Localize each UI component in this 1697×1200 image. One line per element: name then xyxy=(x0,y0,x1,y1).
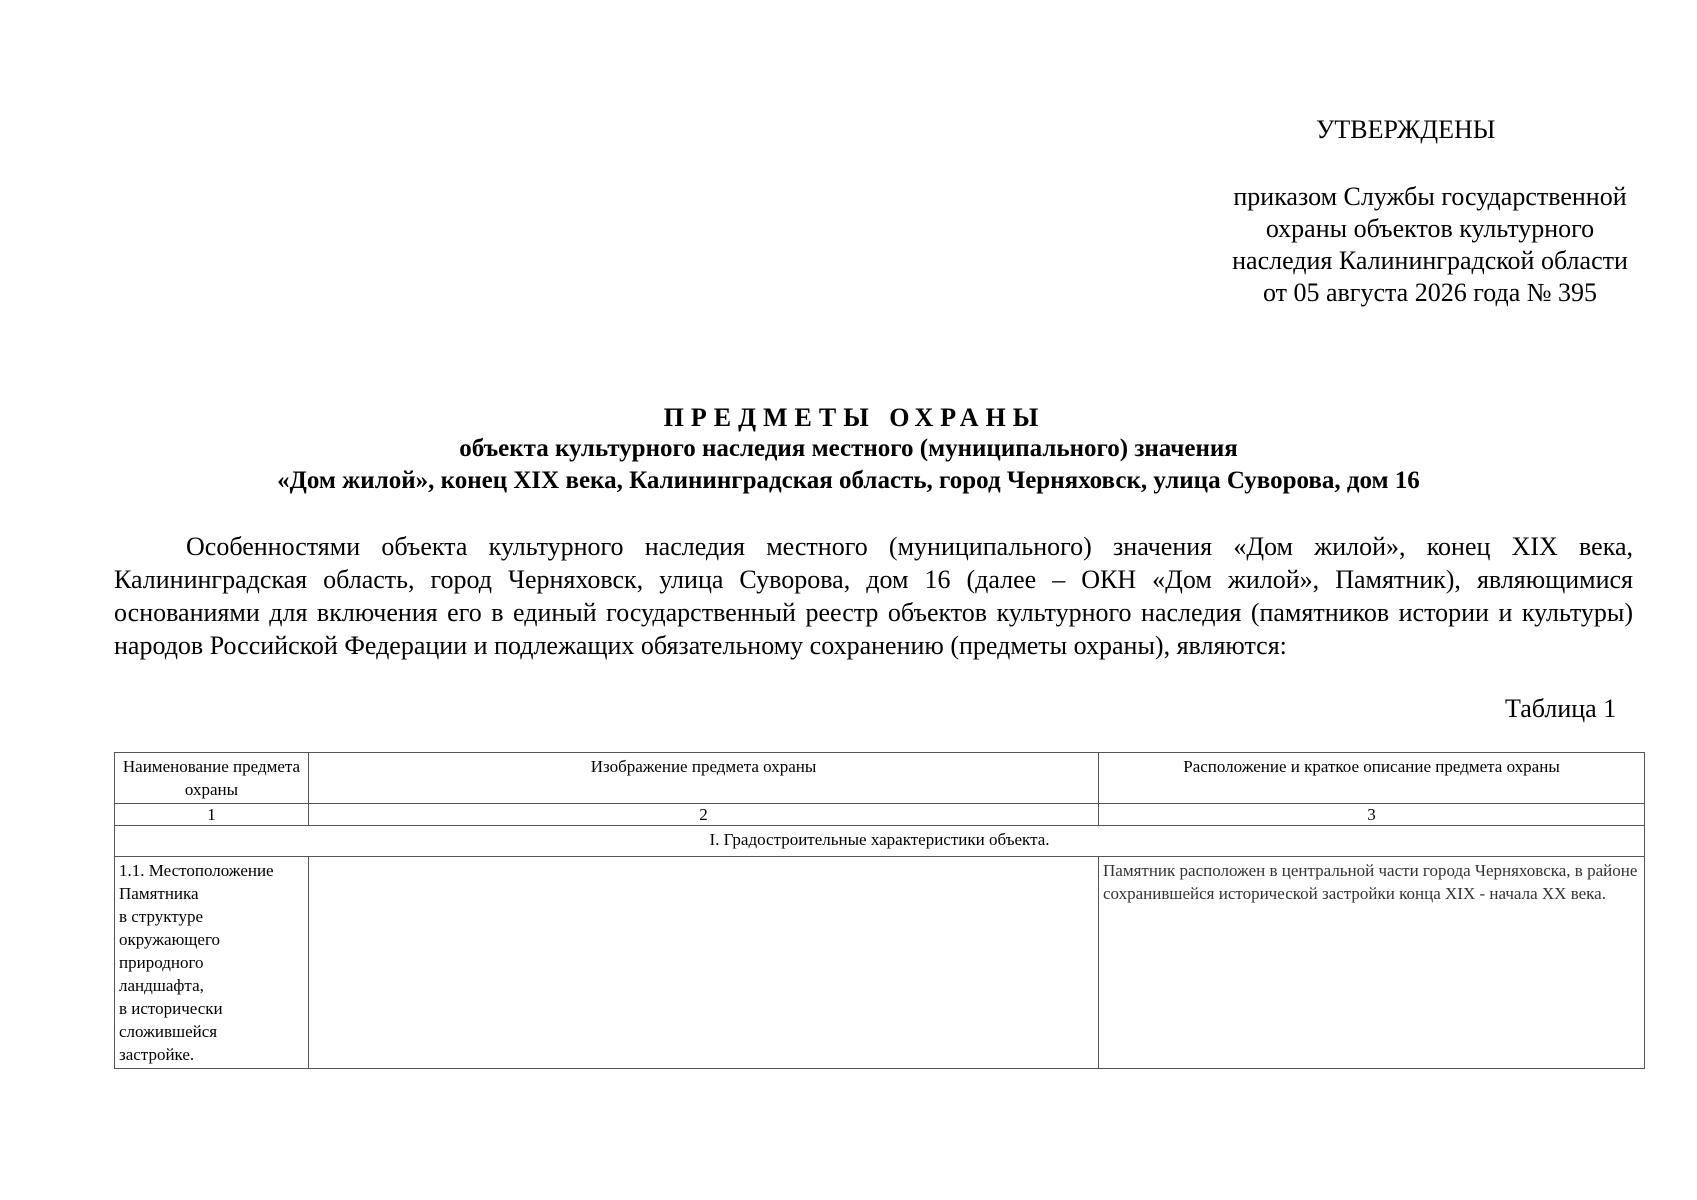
column-number-row xyxy=(115,804,1645,826)
column-number: 1 xyxy=(115,804,309,826)
subject-description-cell: Памятник расположен в центральной части города Черняховска, в районе сохранившейся исторической застройки конца XIX - начала XX века. xyxy=(1099,857,1645,1069)
approval-order-line: охраны объектов культурного xyxy=(1265,214,1595,243)
table-caption: Таблица 1 xyxy=(1505,694,1617,723)
protection-subjects-table xyxy=(114,752,1645,1069)
approval-order-date-line: от 05 августа 2026 года № 395 xyxy=(1262,278,1598,307)
subject-name-line: 1.1. Местоположение xyxy=(119,861,274,880)
table-header-row xyxy=(115,753,1645,804)
section-title: I. Градостроительные характеристики объекта. xyxy=(115,826,1645,857)
subject-image-cell xyxy=(309,857,1099,1069)
document-title: ПРЕДМЕТЫ ОХРАНЫ xyxy=(663,403,1046,432)
subject-name-cell xyxy=(115,857,309,1069)
subject-name-line: в структуре xyxy=(119,907,204,926)
approval-heading: УТВЕРЖДЕНЫ xyxy=(1316,115,1496,144)
subject-name-line: окружающего xyxy=(119,930,220,949)
subject-name-line: застройке. xyxy=(119,1045,195,1064)
approval-order-line: приказом Службы государственной xyxy=(1233,182,1627,211)
subject-name-line: в исторически xyxy=(119,999,223,1018)
header-name-cell: Наименование предмета охраны xyxy=(115,753,309,804)
document-subtitle-line: объекта культурного наследия местного (муниципального) значения xyxy=(459,435,1238,462)
section-row xyxy=(115,826,1645,857)
subject-name-line: природного xyxy=(119,953,204,972)
header-image-cell: Изображение предмета охраны xyxy=(309,753,1099,804)
table-row xyxy=(115,857,1645,1069)
approval-order-block xyxy=(1180,181,1680,309)
subject-name-line: Памятника xyxy=(119,884,199,903)
header-description-cell: Расположение и краткое описание предмета охраны xyxy=(1099,753,1645,804)
column-number: 3 xyxy=(1099,804,1645,826)
subject-name-line: сложившейся xyxy=(119,1022,218,1041)
intro-paragraph: Особенностями объекта культурного наследия местного (муниципального) значения «Дом жилой», конец XIX века, Калининградская область, город Черняховск, улица Суворова, дом 16 (далее – ОКН «Дом жилой», Памятник), являющимися основаниями для включения его в единый государственный реестр объектов культурного наследия (памятников истории и культуры) народов Российской Федерации и подлежащих обязательному сохранению (предметы охраны), являются: xyxy=(114,532,1633,660)
document-subtitle-line: «Дом жилой», конец XIX века, Калининградская область, город Черняховск, улица Суворова, дом 16 xyxy=(277,467,1420,494)
subject-name-line: ландшафта, xyxy=(119,976,204,995)
column-number: 2 xyxy=(309,804,1099,826)
approval-order-line: наследия Калининградской области xyxy=(1232,246,1628,275)
